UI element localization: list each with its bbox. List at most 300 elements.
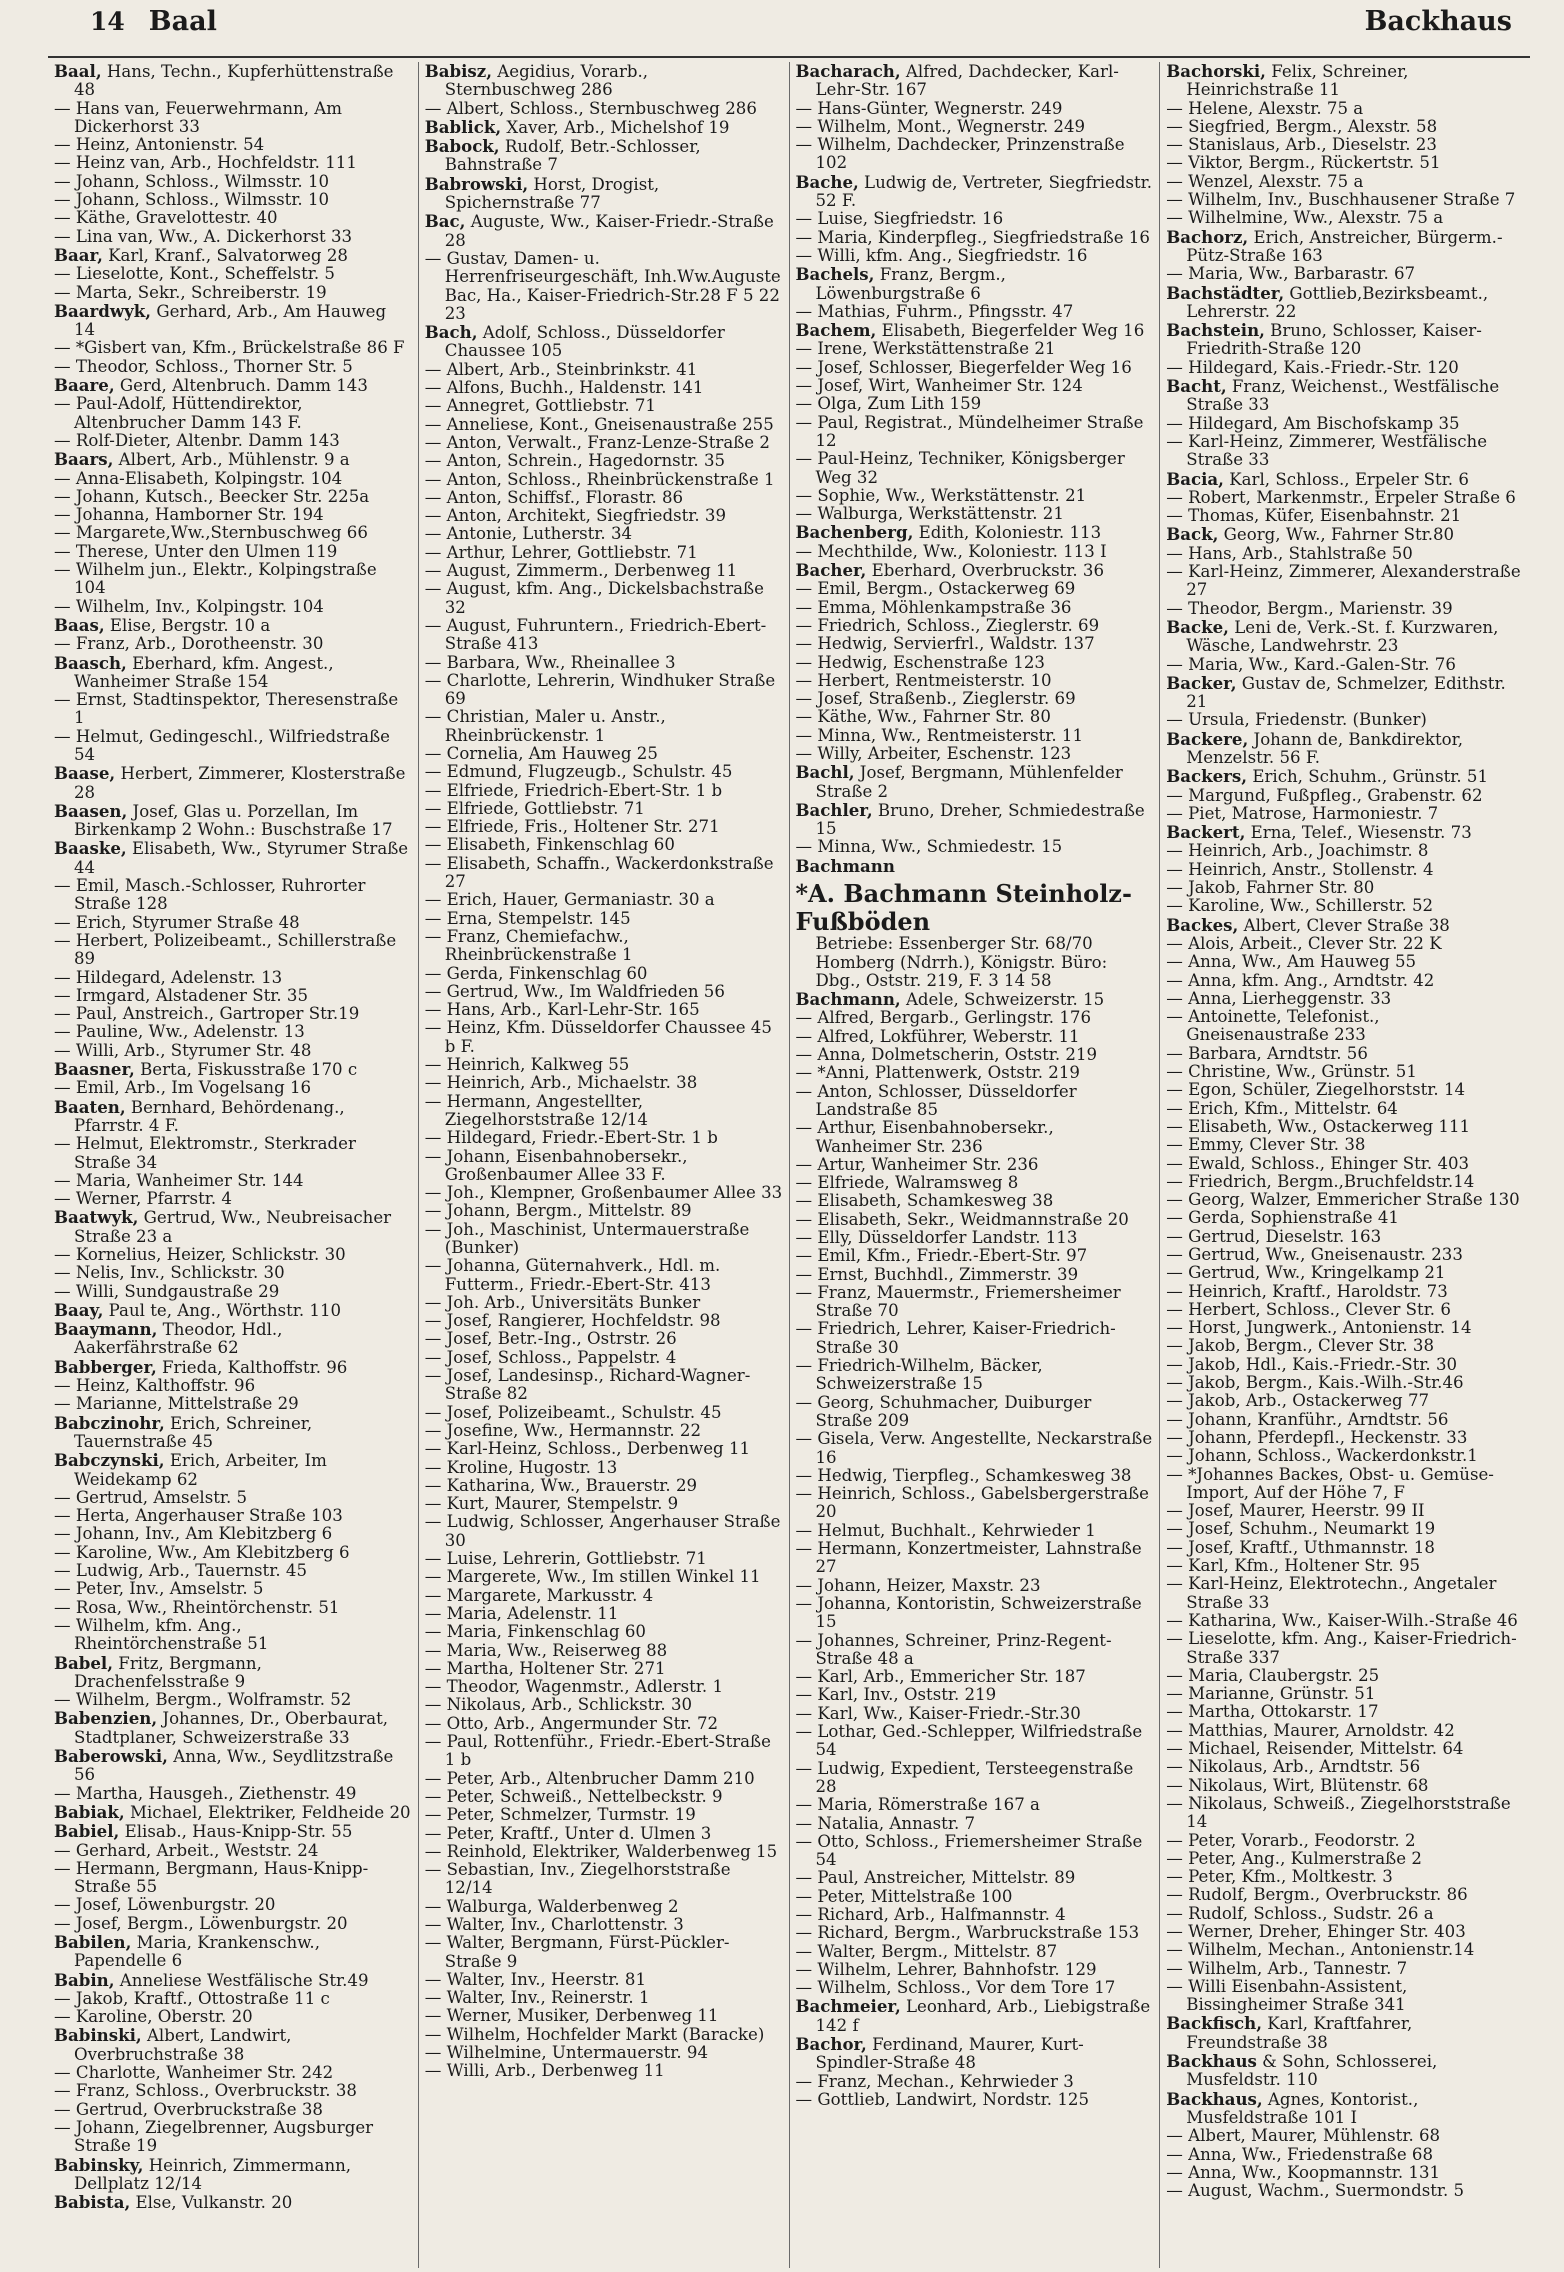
directory-entry: [796, 395, 1154, 413]
entry-details: Emma, Möhlenkampstraße 36: [812, 597, 1072, 617]
directory-entry: [1166, 674, 1524, 712]
directory-entry: [425, 818, 783, 836]
entry-details: Eberhard, Overbruckstr. 36: [866, 561, 1105, 581]
entry-surname: —: [54, 930, 71, 950]
entry-details: Jakob, Bergm., Clever Str. 38: [1182, 1336, 1435, 1356]
entry-details: Josef, Wirt, Wanheimer Str. 124: [812, 376, 1083, 396]
entry-surname: —: [1166, 933, 1183, 953]
entry-details: Luise, Lehrerin, Gottliebstr. 71: [441, 1549, 707, 1569]
entry-surname: Babin,: [54, 1969, 115, 1990]
entry-surname: —: [1166, 1135, 1183, 1155]
entry-surname: —: [1166, 1848, 1183, 1868]
directory-entry: [796, 2091, 1154, 2109]
entry-surname: —: [795, 1081, 813, 1101]
directory-entry: [796, 580, 1154, 598]
entry-surname: —: [795, 357, 813, 377]
entry-details: Robert, Markenmstr., Erpeler Straße 6: [1182, 487, 1516, 507]
entry-surname: Bacht,: [1166, 376, 1227, 397]
entry-surname: —: [795, 1831, 813, 1851]
directory-entry: [54, 1079, 412, 1097]
directory-entry: [54, 1208, 412, 1246]
entry-surname: —: [424, 817, 442, 837]
entry-details: Hans, Techn., Kupferhüttenstraße 48: [74, 62, 394, 100]
entry-surname: —: [424, 1786, 442, 1806]
entry-details: Frieda, Kalthoffstr. 96: [156, 1357, 348, 1377]
entry-surname: —: [424, 1988, 442, 2008]
entry-surname: Backhaus: [1166, 2051, 1257, 2072]
directory-entry: [425, 1916, 783, 1934]
directory-entry: [54, 1842, 412, 1860]
entry-surname: —: [795, 116, 813, 136]
entry-surname: —: [54, 1895, 71, 1915]
entry-details: Xaver, Arb., Michelshof 19: [501, 117, 730, 137]
directory-entry: [425, 654, 783, 672]
entry-surname: —: [1166, 1299, 1183, 1319]
directory-entry: [54, 802, 412, 840]
entry-details: Josef, Löwenburgstr. 20: [70, 1895, 276, 1915]
entry-details: Margarete, Markusstr. 4: [441, 1585, 654, 1605]
entry-surname: —: [424, 908, 442, 928]
entry-details: Jakob, Arb., Ostackerweg 77: [1182, 1391, 1430, 1411]
entry-surname: Bachler,: [795, 799, 873, 820]
entry-surname: —: [424, 1805, 442, 1825]
directory-entry: [796, 1979, 1154, 1997]
directory-entry: [796, 1284, 1154, 1321]
entry-surname: —: [54, 596, 71, 616]
directory-entry: [796, 1723, 1154, 1760]
entry-details: Johann, Schloss., Wilmsstr. 10: [70, 171, 330, 191]
directory-entry: [1166, 563, 1524, 600]
directory-entry: [796, 690, 1154, 708]
directory-entry: [425, 507, 783, 525]
entry-surname: —: [54, 1561, 71, 1581]
directory-entry: [425, 1788, 783, 1806]
entry-surname: Backert,: [1166, 822, 1246, 843]
entry-surname: Bache,: [795, 171, 859, 192]
entry-details: Marianne, Mittelstraße 29: [70, 1394, 299, 1414]
entry-surname: —: [54, 2007, 71, 2027]
directory-entry: [54, 228, 412, 246]
entry-details: Sophie, Ww., Werkstättenstr. 21: [812, 485, 1087, 505]
directory-entry: [425, 361, 783, 379]
directory-entry: [1166, 1722, 1524, 1740]
directory-entry: [425, 1019, 783, 1056]
entry-details: Theodor, Hdl., Aakerfährstraße 62: [74, 1320, 283, 1358]
entry-details: Wilhelm, kfm. Ang., Rheintörchenstraße 51: [70, 1615, 269, 1654]
entry-details: Anna, kfm. Ang., Arndtstr. 42: [1182, 970, 1435, 990]
entry-details: Hans van, Feuerwehrmann, Am Dickerhorst 33: [70, 98, 342, 136]
directory-entry: [54, 1709, 412, 1747]
entry-details: Johann, Pferdepfl., Heckenstr. 33: [1182, 1427, 1468, 1447]
entry-details: Georg, Walzer, Emmericher Straße 130: [1182, 1190, 1520, 1210]
entry-surname: Babilen,: [54, 1931, 132, 1952]
directory-entry: [1166, 1392, 1524, 1410]
entry-details: Agnes, Kontorist., Musfeldstraße 101 I: [1186, 2089, 1419, 2127]
entry-surname: —: [54, 1394, 71, 1414]
entry-surname: —: [424, 2024, 442, 2044]
entry-surname: —: [795, 541, 813, 561]
entry-details: Hermann, Angestellter, Ziegelhorststraße 12/14: [441, 1091, 648, 1129]
entry-surname: —: [795, 2089, 813, 2109]
entry-surname: —: [54, 985, 71, 1005]
entry-details: Felix, Schreiner, Heinrichstraße 11: [1186, 62, 1409, 100]
entry-surname: —: [1166, 1318, 1183, 1338]
entry-surname: —: [424, 1549, 442, 1569]
directory-entry: [796, 1577, 1154, 1595]
entry-details: Minna, Ww., Rentmeisterstr. 11: [812, 725, 1084, 745]
entry-details: Josef, Landesinsp., Richard-Wagner-Straße 82: [441, 1366, 751, 1404]
entry-details: Josef, Rangierer, Hochfeldstr. 98: [441, 1311, 721, 1331]
directory-entry: [796, 1632, 1154, 1669]
directory-entry: [796, 1192, 1154, 1210]
entry-details: Nikolaus, Arb., Schlickstr. 30: [441, 1695, 693, 1715]
entry-surname: —: [795, 1795, 813, 1815]
directory-entry: [54, 1691, 412, 1709]
entry-surname: —: [54, 1487, 71, 1507]
entry-details: Johann, Kranführ., Arndtstr. 56: [1182, 1409, 1449, 1429]
directory-entry: [54, 839, 412, 877]
entry-details: Alois, Arbeit., Clever Str. 22 K: [1182, 933, 1442, 953]
entry-surname: Bachels,: [795, 264, 875, 285]
entry-surname: —: [424, 1219, 442, 1239]
directory-entry: [1166, 1630, 1524, 1667]
directory-entry: [1166, 1337, 1524, 1355]
directory-entry: [425, 1294, 783, 1312]
entry-details: Elfriede, Walramsweg 8: [812, 1173, 1019, 1193]
entry-details: Emil, Kfm., Friedr.-Ebert-Str. 97: [812, 1246, 1088, 1266]
entry-surname: —: [1166, 208, 1183, 228]
entry-details: Heinz, Kfm. Düsseldorfer Chaussee 45 b F.: [441, 1018, 772, 1056]
entry-surname: Babisz,: [424, 62, 492, 81]
entry-surname: —: [54, 338, 71, 358]
entry-surname: —: [1166, 431, 1183, 451]
entry-surname: —: [424, 1475, 442, 1495]
entry-details: Paul, Rottenführ., Friedr.-Ebert-Straße 1 b: [441, 1732, 771, 1770]
entry-surname: —: [1166, 878, 1183, 898]
entry-surname: —: [424, 798, 442, 818]
entry-surname: —: [1166, 1921, 1183, 1941]
entry-surname: —: [1166, 1867, 1183, 1887]
entry-details: Marta, Sekr., Schreiberstr. 19: [70, 282, 327, 302]
entry-details: Wilhelm, Hochfelder Markt (Baracke): [441, 2024, 765, 2044]
directory-entry: [54, 1301, 412, 1320]
entry-details: Barbara, Ww., Rheinallee 3: [441, 652, 676, 672]
entry-surname: —: [1166, 1940, 1183, 1960]
directory-entry: [796, 1046, 1154, 1064]
directory-entry: [1166, 1520, 1524, 1538]
entry-surname: Baaten,: [54, 1096, 126, 1117]
entry-details: Gertrud, Amselstr. 5: [70, 1487, 248, 1507]
entry-surname: —: [424, 542, 442, 562]
directory-entry: [1166, 1301, 1524, 1319]
directory-entry: [54, 764, 412, 802]
directory-entry: [54, 339, 412, 357]
entry-details: Walter, Inv., Charlottenstr. 3: [441, 1914, 684, 1934]
entry-details: Piet, Matrose, Harmoniestr. 7: [1182, 803, 1439, 823]
directory-entry: [54, 246, 412, 265]
directory-entry: [54, 616, 412, 635]
entry-details: Franz, Arb., Dorotheenstr. 30: [70, 634, 324, 654]
directory-entry: [1166, 1447, 1524, 1465]
directory-entry: [1166, 2090, 1524, 2128]
entry-details: Nikolaus, Wirt, Blütenstr. 68: [1182, 1775, 1429, 1795]
entry-surname: —: [424, 359, 442, 379]
entry-details: Kurt, Maurer, Stempelstr. 9: [441, 1494, 679, 1514]
entry-details: August, kfm. Ang., Dickelsbachstraße 32: [441, 579, 764, 617]
entry-surname: —: [54, 505, 71, 525]
entry-details: Friedrich, Schloss., Zieglerstr. 69: [812, 615, 1100, 635]
entry-details: Hans, Arb., Karl-Lehr-Str. 165: [441, 1000, 700, 1020]
entry-details: Helmut, Buchhalt., Kehrwieder 1: [812, 1520, 1096, 1540]
directory-entry: [1166, 489, 1524, 507]
directory-entry: [796, 340, 1154, 358]
directory-entry: [796, 1815, 1154, 1833]
entry-surname: Bachor,: [795, 2034, 867, 2055]
entry-details: Charlotte, Wanheimer Str. 242: [70, 2063, 334, 2083]
directory-entry: [54, 450, 412, 469]
entry-details: Peter, Schweiß., Nettelbeckstr. 9: [441, 1786, 723, 1806]
directory-entry: [1166, 990, 1524, 1008]
entry-details: Paul, Registrat., Mündelheimer Straße 12: [812, 412, 1144, 450]
directory-entry: [796, 1394, 1154, 1431]
entry-details: Maria, Ww., Reiserweg 88: [441, 1640, 668, 1660]
entry-surname: —: [424, 780, 442, 800]
entry-surname: —: [424, 2061, 442, 2081]
entry-details: Hedwig, Eschenstraße 123: [812, 652, 1045, 672]
entry-surname: Bachl,: [795, 762, 855, 783]
entry-details: Gottlieb, Landwirt, Nordstr. 125: [812, 2089, 1090, 2109]
column-2: [418, 62, 789, 2268]
entry-details: Karl, Kraftfahrer, Freundstraße 38: [1186, 2014, 1413, 2052]
entry-details: Josef, Maurer, Heerstr. 99 II: [1182, 1501, 1425, 1521]
entry-details: Pauline, Ww., Adelenstr. 13: [70, 1022, 305, 1042]
entry-details: Wilhelm, Inv., Kolpingstr. 104: [70, 596, 324, 616]
entry-surname: —: [795, 1118, 813, 1138]
entry-surname: Bachstein,: [1166, 320, 1265, 341]
directory-entry: [54, 1933, 412, 1971]
entry-surname: —: [1166, 1830, 1183, 1850]
entry-details: Mechthilde, Ww., Koloniestr. 113 I: [812, 541, 1107, 561]
entry-surname: —: [1166, 1684, 1183, 1704]
entry-details: Christine, Ww., Grünstr. 51: [1182, 1062, 1417, 1082]
directory-entry: [1166, 1283, 1524, 1301]
entry-surname: —: [1166, 1702, 1183, 1722]
entry-surname: —: [795, 615, 813, 635]
directory-entry: [1166, 470, 1524, 489]
entry-details: Bruno, Schlosser, Kaiser-Friedrith-Straße 120: [1186, 321, 1482, 359]
entry-details: Anna, Dolmetscherin, Oststr. 219: [812, 1045, 1098, 1065]
entry-details: Karoline, Ww., Am Klebitzberg 6: [70, 1542, 350, 1562]
directory-entry: [54, 2082, 412, 2100]
entry-details: Wilhelmine, Ww., Alexstr. 75 a: [1182, 208, 1444, 228]
entry-surname: —: [1166, 1775, 1183, 1795]
directory-entry: [1166, 359, 1524, 377]
entry-details: Gerhard, Arb., Am Hauweg 14: [74, 301, 387, 340]
entry-details: Paul, Anstreich., Gartroper Str.19: [70, 1004, 360, 1024]
entry-surname: —: [1166, 506, 1183, 526]
entry-details: Karl, Kfm., Holtener Str. 95: [1182, 1556, 1421, 1576]
directory-entry: [796, 763, 1154, 801]
entry-details: Lieselotte, kfm. Ang., Kaiser-Friedrich-Straße 337: [1182, 1629, 1517, 1667]
directory-entry: [425, 1148, 783, 1185]
entry-surname: —: [54, 1170, 71, 1190]
directory-entry: [54, 62, 412, 100]
directory-entry: [796, 745, 1154, 763]
entry-surname: —: [424, 1695, 442, 1715]
directory-entry: [425, 910, 783, 928]
directory-entry: [54, 1377, 412, 1395]
entry-details: Jakob, Kraftf., Ottostraße 11 c: [70, 1988, 330, 2008]
directory-entry: [1166, 1575, 1524, 1612]
entry-surname: —: [1166, 1354, 1183, 1374]
directory-entry: [1166, 1703, 1524, 1721]
directory-entry: [796, 1064, 1154, 1082]
directory-entry: [425, 397, 783, 415]
directory-entry: [1166, 1466, 1524, 1503]
entry-details: Elfriede, Gottliebstr. 71: [441, 798, 645, 818]
entry-surname: —: [795, 1813, 813, 1833]
directory-entry: [425, 1001, 783, 1019]
entry-surname: —: [795, 1063, 813, 1083]
directory-entry: [796, 487, 1154, 505]
entry-surname: —: [795, 1246, 813, 1266]
entry-details: Adele, Schweizerstr. 15: [900, 990, 1105, 1010]
entry-surname: —: [424, 1256, 442, 1276]
entry-details: Gertrud, Dieselstr. 163: [1182, 1226, 1382, 1246]
entry-surname: Baay,: [54, 1299, 104, 1320]
entry-surname: —: [54, 468, 71, 488]
entry-details: Karl, Kranf., Salvatorweg 28: [102, 245, 348, 265]
entry-details: Maria, Krankenschw., Papendelle 6: [74, 1932, 320, 1971]
entry-details: Karoline, Ww., Schillerstr. 52: [1182, 896, 1434, 916]
entry-surname: —: [795, 1520, 813, 1540]
entry-details: Herta, Angerhauser Straße 103: [70, 1506, 343, 1526]
entry-surname: Bacia,: [1166, 468, 1224, 489]
entry-surname: —: [1166, 1903, 1183, 1923]
entry-surname: —: [1166, 1739, 1183, 1759]
entry-details: Willi, Arb., Styrumer Str. 48: [70, 1040, 312, 1060]
entry-surname: —: [1166, 841, 1183, 861]
entry-surname: —: [424, 1567, 442, 1587]
entry-surname: —: [54, 876, 71, 896]
entry-surname: Babczinohr,: [54, 1412, 165, 1433]
directory-entry: [425, 562, 783, 580]
directory-entry: [425, 1642, 783, 1660]
directory-entry: [1166, 861, 1524, 879]
entry-details: Peter, Kraftf., Unter d. Ulmen 3: [441, 1823, 712, 1843]
directory-entry: [425, 1623, 783, 1641]
entry-surname: —: [795, 339, 813, 359]
entry-surname: —: [424, 963, 442, 983]
directory-entry: [796, 523, 1154, 542]
directory-entry: [1166, 433, 1524, 470]
entry-surname: —: [424, 1494, 442, 1514]
entry-details: August, Zimmerm., Derbenweg 11: [441, 561, 738, 581]
entry-surname: —: [424, 1201, 442, 1221]
directory-entry: [54, 1246, 412, 1264]
entry-surname: —: [1166, 1537, 1183, 1557]
entry-surname: —: [424, 1311, 442, 1331]
directory-entry: [54, 914, 412, 932]
entry-surname: Baaymann,: [54, 1319, 158, 1340]
entry-surname: —: [1166, 1245, 1183, 1264]
entry-details: Walburga, Werkstättenstr. 21: [812, 504, 1064, 524]
entry-details: Werner, Musiker, Derbenweg 11: [441, 2006, 719, 2026]
directory-entry: [796, 100, 1154, 118]
entry-details: Heinrich, Kalkweg 55: [441, 1055, 630, 1075]
entry-surname: —: [54, 1615, 71, 1635]
entry-surname: Bacharach,: [795, 62, 901, 81]
directory-entry: [796, 377, 1154, 395]
entry-details: Anton, Verwalt., Franz-Lenze-Straße 2: [441, 432, 770, 452]
entry-details: Karl, Ww., Kaiser-Friedr.-Str.30: [812, 1703, 1081, 1723]
directory-entry: [796, 265, 1154, 303]
entry-details: Erich, Hauer, Germaniastr. 30 a: [441, 890, 715, 910]
entry-surname: —: [795, 504, 813, 524]
directory-entry: [54, 1971, 412, 1990]
directory-entry: [425, 1770, 783, 1788]
entry-surname: Baasner,: [54, 1059, 135, 1080]
entry-details: Johanna, Güternahverk., Hdl. m. Futterm., Friedr.-Ebert-Str. 413: [441, 1256, 721, 1294]
directory-entry: [796, 727, 1154, 745]
directory-entry: [1166, 1429, 1524, 1447]
entry-details: Cornelia, Am Hauweg 25: [441, 743, 658, 763]
entry-surname: Backes,: [1166, 914, 1239, 935]
entry-details: Elisabeth, Sekr., Weidmannstraße 20: [812, 1209, 1129, 1229]
entry-surname: —: [54, 1376, 71, 1396]
entry-details: Maria, Adelenstr. 11: [441, 1603, 619, 1623]
directory-entry: [425, 2026, 783, 2044]
entry-details: Margarete,Ww.,Sternbuschweg 66: [70, 523, 368, 543]
directory-entry: [425, 1312, 783, 1330]
directory-entry: [1166, 1758, 1524, 1776]
entry-details: Kroline, Hugostr. 13: [441, 1457, 618, 1477]
entry-surname: —: [424, 1329, 442, 1349]
entry-details: Irmgard, Alstadener Str. 35: [70, 985, 309, 1005]
entry-details: Lieselotte, Kont., Scheffelstr. 5: [70, 264, 335, 284]
entry-surname: —: [424, 1841, 442, 1861]
entry-details: Fritz, Bergmann, Drachenfelsstraße 9: [74, 1653, 262, 1691]
entry-surname: —: [424, 1457, 442, 1477]
entry-surname: —: [795, 597, 813, 617]
entry-surname: Backhaus,: [1166, 2088, 1263, 2109]
directory-entry: [425, 1202, 783, 1220]
directory-entry: [1166, 1978, 1524, 2015]
directory-entry: [54, 302, 412, 340]
entry-surname: —: [54, 690, 71, 710]
entry-surname: —: [54, 153, 71, 173]
directory-entry: [1166, 1941, 1524, 1959]
directory-entry: [425, 1550, 783, 1568]
directory-entry: [1166, 656, 1524, 674]
entry-details: Heinrich, Kraftf., Haroldstr. 73: [1182, 1281, 1448, 1301]
entry-details: Herbert, Rentmeisterstr. 10: [812, 670, 1052, 690]
directory-entry: [425, 617, 783, 654]
entry-surname: —: [795, 485, 813, 505]
entry-details: Johann, Kutsch., Beecker Str. 225a: [70, 486, 370, 506]
entry-details: Ludwig, Expedient, Tersteegenstraße 28: [812, 1758, 1134, 1796]
directory-entry: [425, 1056, 783, 1074]
directory-entry: [796, 1833, 1154, 1870]
directory-entry: [54, 432, 412, 450]
directory-entry: [1166, 1228, 1524, 1246]
directory-entry: [1166, 1923, 1524, 1941]
entry-details: Heinrich, Schloss., Gabelsbergerstraße 20: [812, 1484, 1150, 1522]
directory-entry: [54, 1822, 412, 1841]
entry-details: Nikolaus, Schweiß., Ziegelhorststraße 14: [1182, 1793, 1511, 1832]
entry-details: Anton, Schrein., Hagedornstr. 35: [441, 451, 726, 471]
entry-details: Peter, Ang., Kulmerstraße 2: [1182, 1848, 1422, 1868]
